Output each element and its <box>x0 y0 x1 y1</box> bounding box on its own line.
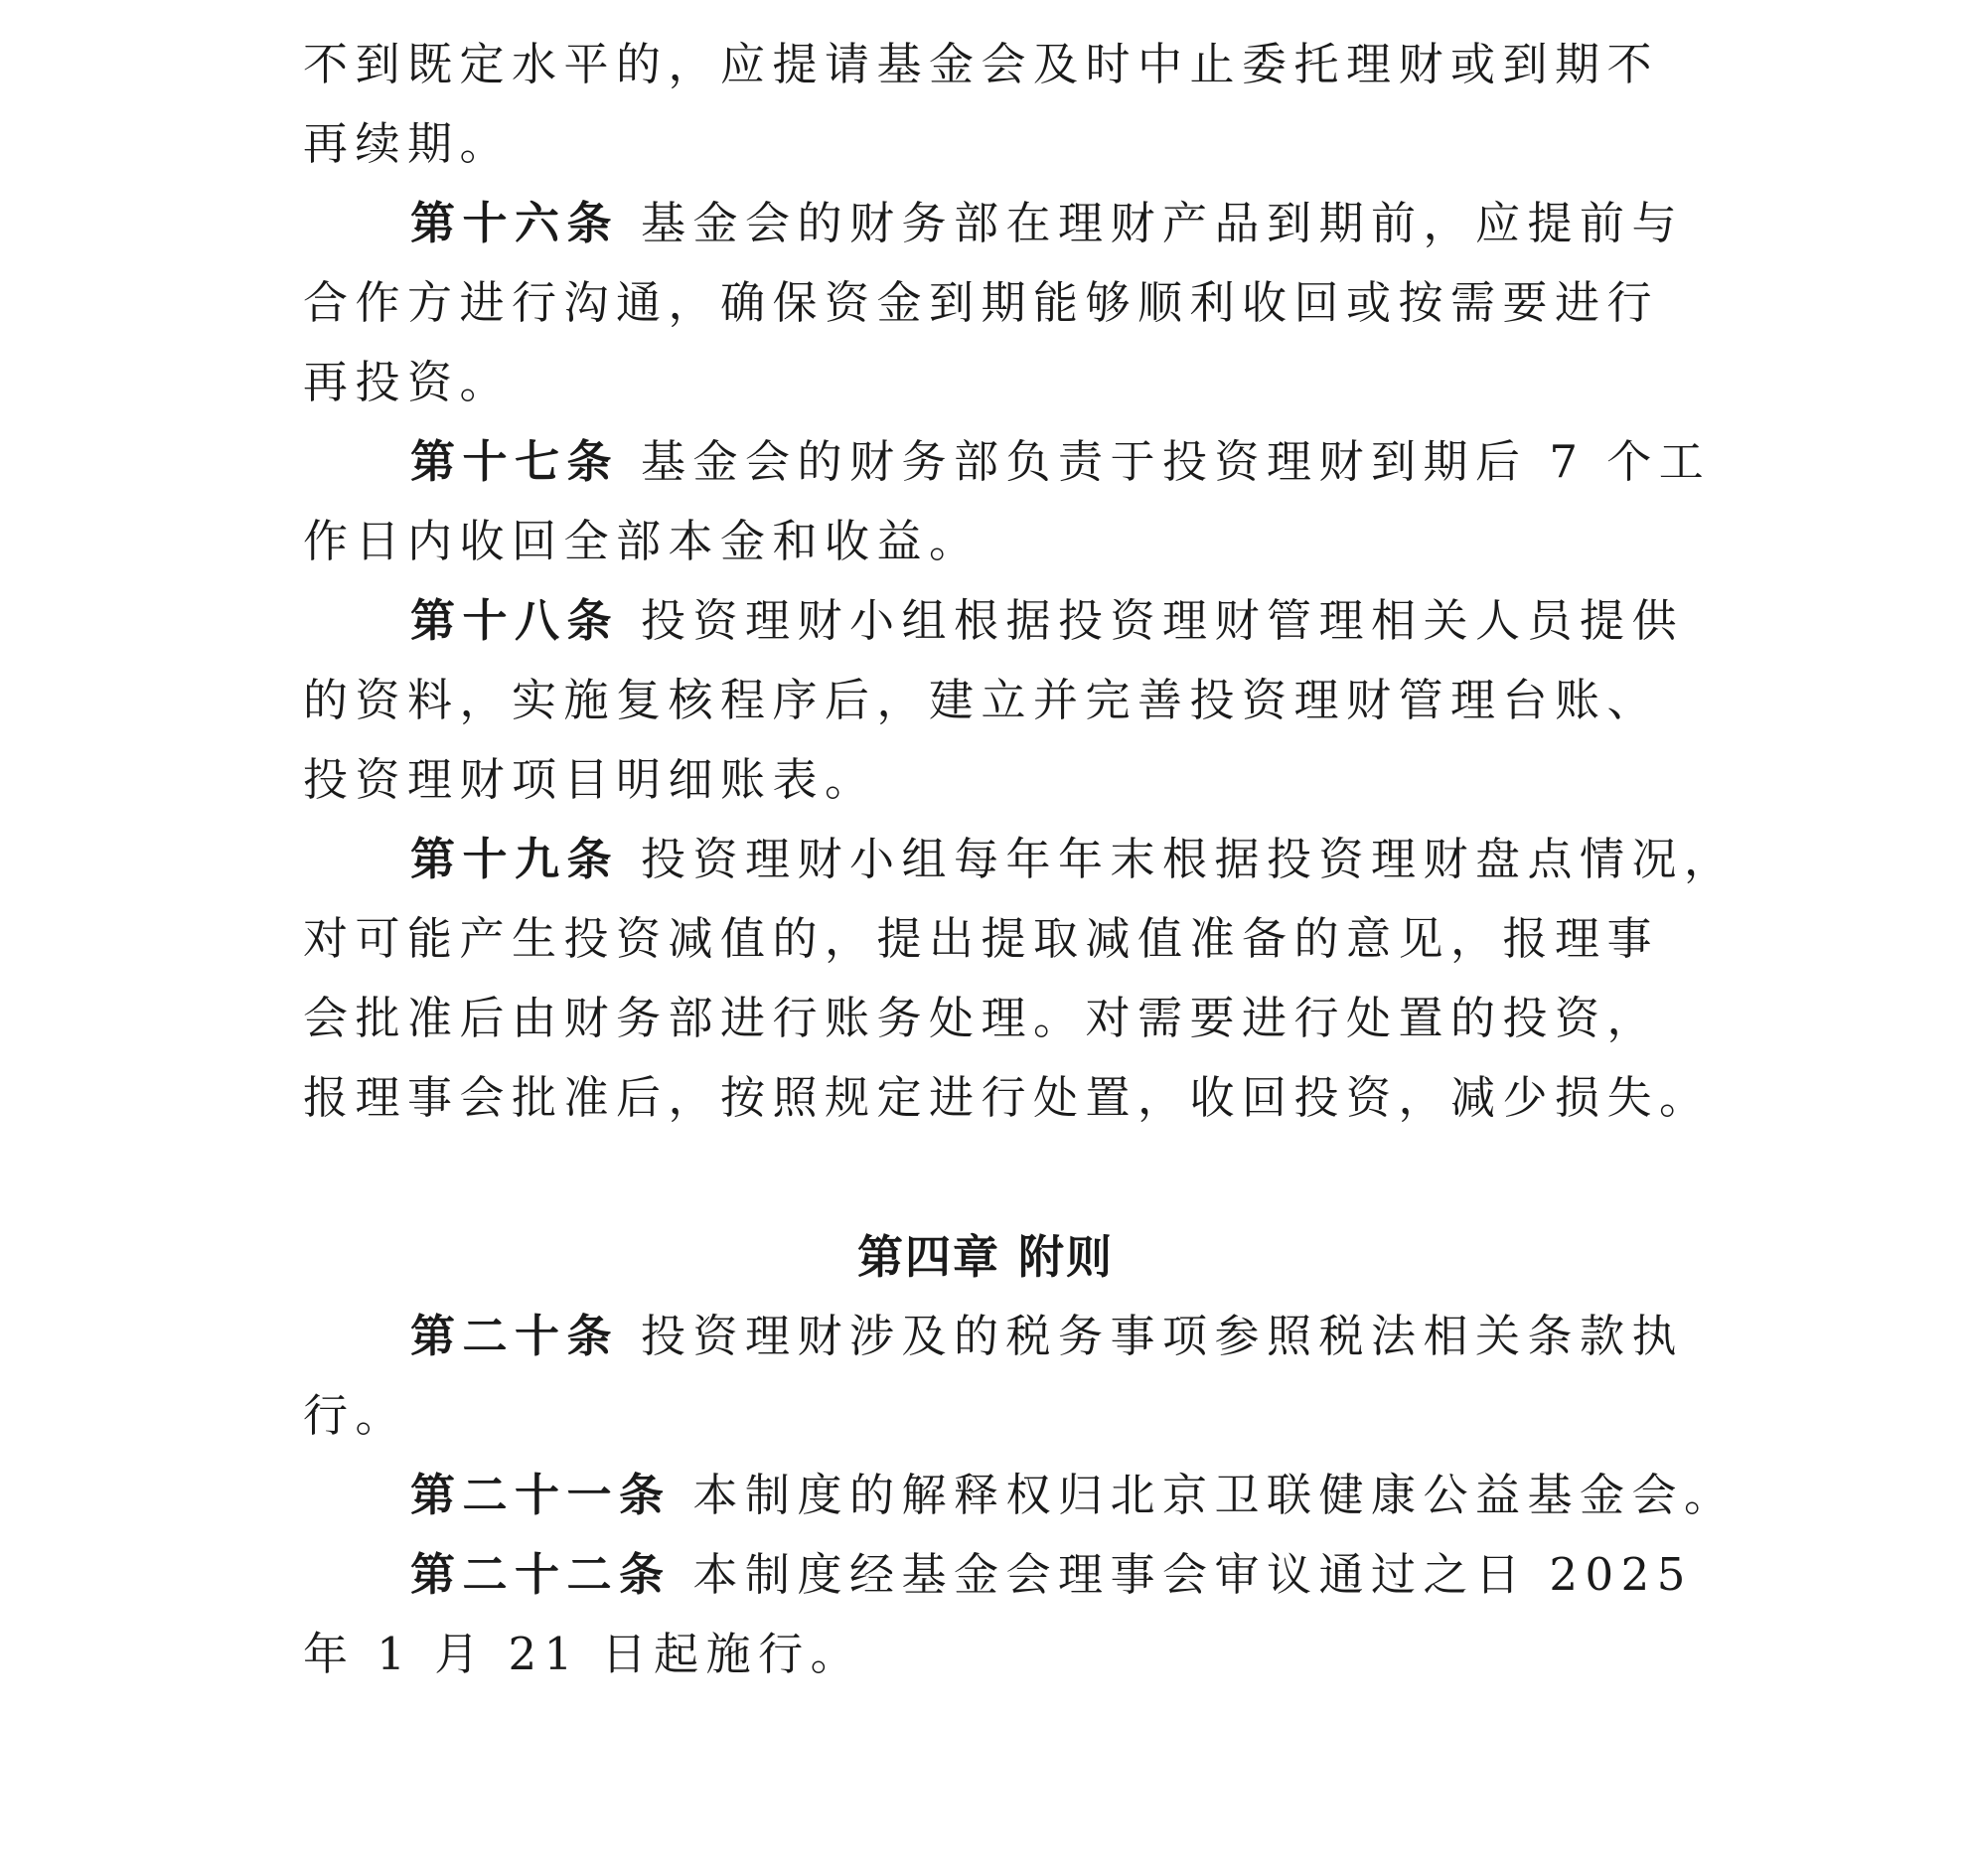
article-20-line-2: 行。 <box>303 1389 408 1442</box>
article-20-number: 第二十条 <box>410 1310 620 1362</box>
article-16-text-1: 基金会的财务部在理财产品到期前，应提前与 <box>641 197 1685 249</box>
article-19-line-2: 对可能产生投资减值的，提出提取减值准备的意见，报理事 <box>303 912 1660 965</box>
article-18-number: 第十八条 <box>410 594 620 647</box>
article-21-line-1 <box>410 1469 1737 1521</box>
article-19-line-4: 报理事会批准后，按照规定进行处置，收回投资，减少损失。 <box>303 1071 1712 1124</box>
chapter-4-heading: 第四章 附则 <box>856 1230 1114 1284</box>
article-19-line-1 <box>410 833 1737 885</box>
article-17-text-1: 基金会的财务部负责于投资理财到期后 7 个工 <box>641 435 1712 488</box>
article-22-text-1: 本制度经基金会理事会审议通过之日 2025 <box>692 1548 1693 1601</box>
article-18-line-2: 的资料，实施复核程序后，建立并完善投资理财管理台账、 <box>303 674 1660 726</box>
article-18-text-1: 投资理财小组根据投资理财管理相关人员提供 <box>641 594 1685 647</box>
article-16-line-3: 再投资。 <box>303 356 513 408</box>
article-21-number: 第二十一条 <box>410 1469 672 1521</box>
article-21-text-1: 本制度的解释权归北京卫联健康公益基金会。 <box>692 1469 1737 1521</box>
article-19-number: 第十九条 <box>410 833 620 885</box>
article-22-line-2: 年 1 月 21 日起施行。 <box>303 1628 863 1680</box>
article-17-number: 第十七条 <box>410 435 620 488</box>
article-17-line-2: 作日内收回全部本金和收益。 <box>303 515 982 567</box>
article-22-line-1 <box>410 1548 1693 1601</box>
article-19-text-1: 投资理财小组每年年末根据投资理财盘点情况， <box>641 833 1737 885</box>
article-17-line-1 <box>410 435 1712 488</box>
article-20-text-1: 投资理财涉及的税务事项参照税法相关条款执 <box>641 1310 1685 1362</box>
article-20-line-1 <box>410 1310 1685 1362</box>
article-16-line-1 <box>410 197 1685 249</box>
article-16-number: 第十六条 <box>410 197 620 249</box>
article-18-line-1 <box>410 594 1685 647</box>
article-22-number: 第二十二条 <box>410 1548 672 1601</box>
article-16-line-2: 合作方进行沟通，确保资金到期能够顺利收回或按需要进行 <box>303 276 1660 329</box>
continuation-line-2: 再续期。 <box>303 117 513 170</box>
article-19-line-3: 会批准后由财务部进行账务处理。对需要进行处置的投资， <box>303 992 1660 1044</box>
continuation-line-1: 不到既定水平的，应提请基金会及时中止委托理财或到期不 <box>303 38 1660 90</box>
article-18-line-3: 投资理财项目明细账表。 <box>303 753 877 806</box>
